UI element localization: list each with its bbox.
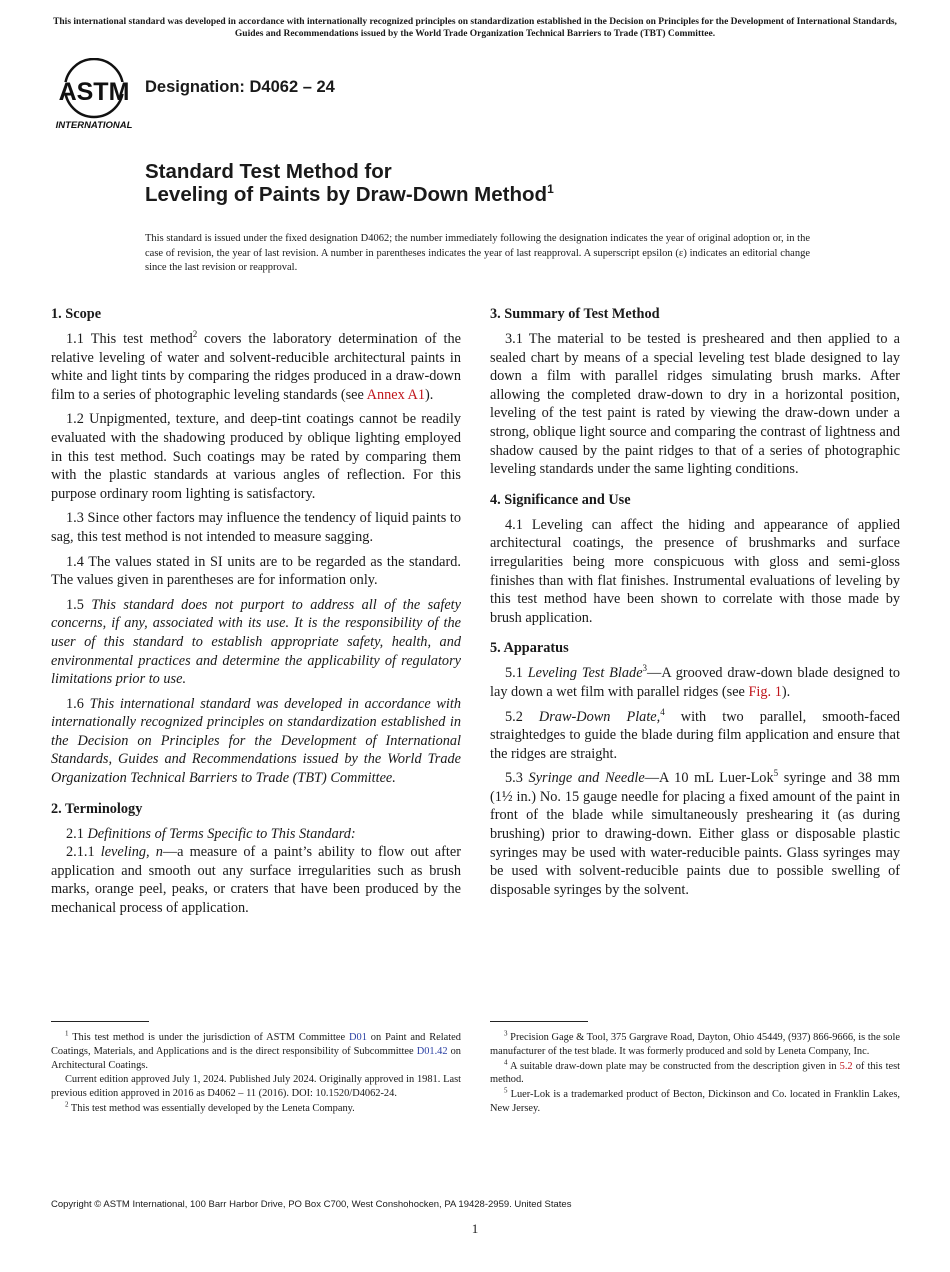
right-column xyxy=(490,305,900,905)
footnote-3-text: Precision Gage & Tool, 375 Gargrave Road, Dayton, Ohio 45449, (937) 866-9666, is the sole manufacturer of the test blade. It was formerly produced and sold by Leneta Company, Inc. xyxy=(490,1032,900,1057)
para-2-1-1 xyxy=(51,843,461,917)
para-1-6-num: 1.6 xyxy=(66,695,84,712)
footnote-ref-2[interactable]: 2 xyxy=(192,329,198,340)
para-4-1: 4.1 Leveling can affect the hiding and appearance of applied architectural coatings, the presence of brushmarks and surface irregularities being more conspicuous with gloss and semi-gloss finishes than with flat finishes. Instrumental evaluations of leveling by this test method have been shown to correlate with those made by brush application. xyxy=(490,516,900,626)
subcommittee-d01-42-link[interactable]: D01.42 xyxy=(416,1045,448,1057)
footnote-4 xyxy=(490,1060,900,1088)
para-5-1 xyxy=(490,664,900,701)
term-draw-down-plate: Draw-Down Plate, xyxy=(538,708,661,725)
para-1-1-text-a: This test method xyxy=(90,331,193,347)
footnote-5 xyxy=(490,1088,900,1116)
footnote-rule-right xyxy=(490,1021,588,1022)
header-notice: This international standard was developed in accordance with internationally recognized principles on standardization established in the Decision on Principles for the Development of International Standards, Guides and Recommendations issued by the World Trade Organization Technical Barriers to Trade (TBT) Committee. xyxy=(53,17,897,39)
committee-d01-link[interactable]: D01 xyxy=(349,1032,367,1043)
footnotes-left xyxy=(51,1031,461,1117)
para-1-1 xyxy=(51,330,461,404)
page-title xyxy=(145,160,554,206)
issued-notice: This standard is issued under the fixed designation D4062; the number immediately following the designation indicates the year of original adoption or, in the case of revision, the year of last revision. A number in parentheses indicates the year of last reapproval. A superscript epsilon (ε) indicates an editorial change since the last revision or reapproval. xyxy=(145,233,810,273)
para-5-2-text: with two parallel, smooth-faced straightedges to guide the blade during film application and ensure that the ridges are straight. xyxy=(490,708,901,762)
term-leveling-test-blade: Leveling Test Blade xyxy=(527,665,643,682)
section-4-heading: 4. Significance and Use xyxy=(490,491,631,508)
footnote-1 xyxy=(51,1031,461,1072)
title-line-1: Standard Test Method for xyxy=(145,160,392,183)
section-1-heading: 1. Scope xyxy=(51,306,102,322)
footnote-3-mark: 3 xyxy=(504,1029,508,1038)
para-1-4: 1.4 The values stated in SI units are to be regarded as the standard. The values given in parentheses are for information only. xyxy=(51,553,461,589)
para-5-1-text-a: —A grooved draw-down blade designed to lay down a wet film with parallel ridges (see xyxy=(490,665,900,700)
footnote-1-text-b: on Paint and Related Coatings, Materials, and Applications and is the direct responsibility of Subcommittee xyxy=(51,1032,461,1057)
para-2-1-text: Definitions of Terms Specific to This Standard: xyxy=(87,825,356,842)
para-5-1-text-b: ). xyxy=(781,683,791,700)
para-1-5-num: 1.5 xyxy=(66,596,84,613)
footnote-1-mark: 1 xyxy=(65,1029,69,1038)
footnote-1-edition: Current edition approved July 1, 2024. Published July 2024. Originally approved in 1981. Last previous edition approved in 2016 as D4062 – 11 (2016). DOI: 10.1520/D4062-24. xyxy=(51,1074,461,1100)
left-column xyxy=(51,305,461,924)
para-2-1-1-text: —a measure of a paint’s ability to flow out after application and smooth out any surface irregularities such as brush marks, orange peel, peaks, or craters that have been produced by the mechanical process of application. xyxy=(51,844,461,917)
astm-logo-text: ASTM xyxy=(58,78,130,106)
para-1-1-text-b: covers the laboratory determination of the relative leveling of water and solvent-reducible architectural paints in white and light tints by comparing the ridges produced in a draw-down film to a series of photographic leveling standards (see xyxy=(51,331,461,403)
astm-logo-subtext: INTERNATIONAL xyxy=(55,120,133,130)
footnote-1-text-a: This test method is under the jurisdiction of ASTM Committee xyxy=(68,1032,349,1043)
section-5-heading: 5. Apparatus xyxy=(490,640,569,657)
fig-1-link[interactable]: Fig. 1 xyxy=(748,683,782,700)
para-2-1-num: 2.1 xyxy=(66,825,84,842)
footnote-3 xyxy=(490,1031,900,1059)
para-5-3-num: 5.3 xyxy=(505,770,523,787)
title-line-2-text: Leveling of Paints by Draw-Down Method xyxy=(145,183,548,206)
para-1-5-text: This standard does not purport to address all of the safety concerns, if any, associated with its use. It is the responsibility of the user of this standard to establish appropriate safety, health, and environmental practices and determine the applicability of regulatory limitations prior to use. xyxy=(51,596,461,688)
copyright-notice: Copyright © ASTM International, 100 Barr Harbor Drive, PO Box C700, West Conshohocken, PA 19428-2959. United States xyxy=(51,1199,572,1210)
section-5-2-link[interactable]: 5.2 xyxy=(839,1060,853,1072)
footnote-5-mark: 5 xyxy=(504,1086,508,1095)
astm-logo xyxy=(54,58,134,130)
para-5-3 xyxy=(490,769,900,899)
term-syringe-and-needle: Syringe and Needle xyxy=(528,770,645,787)
para-1-6-text: This international standard was developed in accordance with internationally recognized principles on standardization established in the Decision on Principles for the Development of International Standards, Guides and Recommendations issued by the World Trade Organization Technical Barriers to Trade (TBT) Committee. xyxy=(51,695,462,787)
page-number: 1 xyxy=(471,1221,479,1236)
designation: Designation: D4062 – 24 xyxy=(145,78,335,96)
section-3-heading: 3. Summary of Test Method xyxy=(490,306,660,322)
footnote-5-text: Luer-Lok is a trademarked product of Becton, Dickinson and Co. located in Franklin Lakes, New Jersey. xyxy=(490,1089,900,1114)
para-5-2 xyxy=(490,708,900,764)
footnote-4-text-b: of this test method. xyxy=(490,1060,900,1086)
footnotes-right xyxy=(490,1031,900,1117)
para-1-6 xyxy=(51,695,461,788)
para-2-1 xyxy=(51,825,461,844)
para-1-2: 1.2 Unpigmented, texture, and deep-tint coatings cannot be readily evaluated with the shadowing produced by oblique lighting employed in this test method. Such coatings may be rated by comparing them with the plastic standards at various angles of reflection. For this purpose ordinary room lighting is satisfactory. xyxy=(51,411,461,502)
footnote-2-text: This test method was essentially developed by the Leneta Company. xyxy=(68,1102,355,1114)
title-footnote-mark: 1 xyxy=(547,182,554,197)
para-5-1-num: 5.1 xyxy=(505,665,523,682)
annex-a1-link[interactable]: Annex A1 xyxy=(366,386,426,403)
footnote-ref-4[interactable]: 4 xyxy=(660,706,665,717)
footnote-2-mark: 2 xyxy=(65,1100,69,1109)
para-5-3-text-b: syringe and 38 mm (1½ in.) No. 15 gauge needle for placing a fixed amount of the paint in front of the blade while simultaneously preshearing it (as during brushing) prior to drawing-down. Either glass or disposable plastic syringes may be used with water-reducible paints. Glass syringes may be used with solvent-reducible paints due to possible swelling of disposable syringes by the solvent. xyxy=(490,770,901,898)
footnote-1-text-c: on Architectural Coatings. xyxy=(51,1045,461,1071)
term-leveling: leveling, n xyxy=(100,844,163,861)
footnote-2 xyxy=(51,1102,461,1116)
footnote-rule-left xyxy=(51,1021,149,1022)
footnote-ref-5[interactable]: 5 xyxy=(773,768,779,779)
para-5-3-text-a: —A 10 mL Luer-Lok xyxy=(644,770,774,787)
para-5-2-num: 5.2 xyxy=(505,708,523,725)
para-2-1-1-num: 2.1.1 xyxy=(66,844,95,861)
para-1-3: 1.3 Since other factors may influence the tendency of liquid paints to sag, this test method is not intended to measure sagging. xyxy=(51,510,461,545)
footnote-4-text-a: A suitable draw-down plate may be constructed from the description given in xyxy=(507,1060,840,1072)
footnote-ref-3[interactable]: 3 xyxy=(642,663,648,674)
title-line-2 xyxy=(145,183,554,206)
para-1-5 xyxy=(51,596,461,689)
para-1-1-text-c: ). xyxy=(425,386,434,403)
para-1-1-num: 1.1 xyxy=(66,331,84,347)
footnote-4-mark: 4 xyxy=(504,1058,508,1067)
para-3-1: 3.1 The material to be tested is presheared and then applied to a sealed chart by means of a special leveling test blade designed to lay down a film with parallel ridges simulating brush marks. After allowing the completed draw-down to dry in a horizontal position, leveling of the test paint is rated by viewing the draw-down under a strong, oblique light source and comparing the contrast of lightness and shadow caused by the paint ridges to that of a series of photographic leveling standards under the same lighting conditions. xyxy=(490,331,900,478)
section-2-heading: 2. Terminology xyxy=(51,800,143,817)
